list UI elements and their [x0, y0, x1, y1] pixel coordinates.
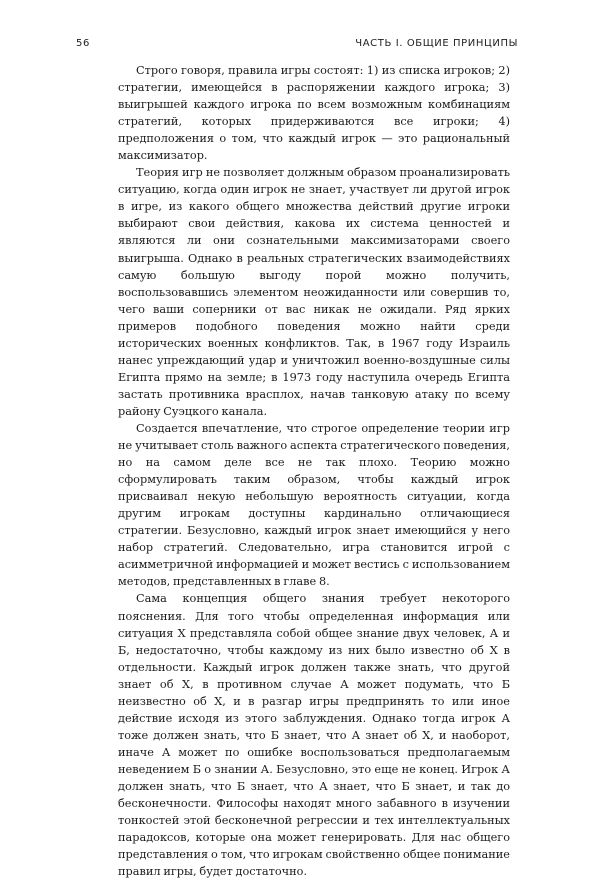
paragraph-game-rules: Строго говоря, правила игры состоят: 1) из списка игроков; 2) стратегии, имеющейся в распоряжении каждого игрока; 3) выигрышей каждого игрока по всем возможным комбинациям стратегий, которых придерживаются все игроки; 4) предположения о том, что каждый игрок — это рациональный максимизатор.: [118, 64, 510, 163]
page-number: 56: [76, 38, 90, 49]
paragraph-surprise-element: Теория игр не позволяет должным образом проанализировать ситуацию, когда один игрок не знает, участвует ли другой игрок в игре, из какого общего множества действий другие игроки выбирают свои действия, какова их система ценностей и являются ли они сознательными максимизаторами своего выигрыша. Однако в реальных стратегических взаимодействиях самую большую выгоду порой можно получить, воспользовавшись элементом неожиданности или совершив то, чего ваши соперники от вас никак не ожидали. Ряд ярких примеров подобного поведения можно найти среди исторических военных конфликтов. Так, в 1967 году Израиль нанес упреждающий удар и уничтожил военно-воздушные силы Египта прямо на земле; в 1973 году наступила очередь Египта застать противника врасплох, начав танковую атаку по всему району Суэцкого канала.: [118, 166, 510, 418]
paragraph-common-knowledge: Сама концепция общего знания требует некоторого пояснения. Для того чтобы определенная информация или ситуация X представляла собой общее знание двух человек, А и Б, недостаточно, чтобы каждому из них было известно об X в отдельности. Каждый игрок должен также знать, что другой знает об X, в противном случае А может подумать, что Б неизвестно об X, и в разгар игры предпринять то или иное действие исходя из этого заблуждения. Однако тогда игрок А тоже должен знать, что Б знает, что А знает об X, и наоборот, иначе А может по ошибке воспользоваться предполагаемым неведением Б о знании А. Безусловно, это еще не конец. Игрок А должен знать, что Б знает, что А знает, что Б знает, и так до бесконечности. Философы находят много забавного в изучении тонкостей этой бесконечной регрессии и тех интеллектуальных парадоксов, которые она может генерировать. Для нас общего представления о том, что игрокам свойственно общее понимание правил игры, будет достаточно.: [118, 592, 510, 879]
paragraph-asymmetric-information: Создается впечатление, что строгое определение теории игр не учитывает столь важного аспекта стратегического поведения, но на самом деле все не так плохо. Теорию можно сформулировать таким образом, чтобы каждый игрок присваивал некую небольшую вероятность ситуации, когда другим игрокам доступны кардинально отличающиеся стратегии. Безусловно, каждый игрок знает имеющийся у него набор стратегий. Следовательно, игра становится игрой с асимметричной информацией и может вестись с использованием методов, представленных в главе 8.: [118, 421, 510, 589]
running-head: [76, 38, 518, 54]
chapter-title: ЧАСТЬ I. ОБЩИЕ ПРИНЦИПЫ: [355, 38, 518, 49]
body-text: [118, 62, 510, 880]
